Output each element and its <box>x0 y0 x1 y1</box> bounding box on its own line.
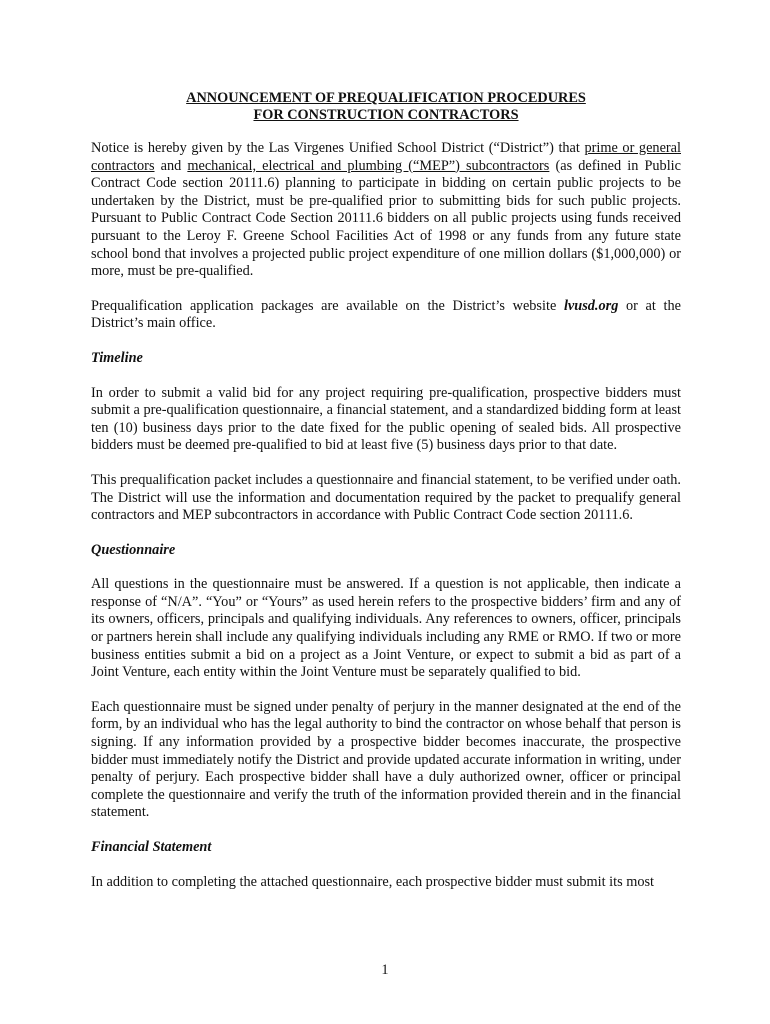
spacer <box>91 682 681 699</box>
timeline-heading: Timeline <box>91 349 143 366</box>
spacer <box>91 857 681 874</box>
intro-text-b: and <box>154 157 188 174</box>
financial-statement-heading: Financial Statement <box>91 839 212 855</box>
mep-subcontractors-underlined: mechanical, electrical and plumbing (“MEP”) subcontractors <box>187 157 550 174</box>
document-page <box>91 90 681 891</box>
spacer <box>91 368 681 385</box>
page-number: 1 <box>381 962 389 978</box>
availability-text-b: or at the District’s main office. <box>91 297 681 332</box>
availability-text-a: Prequalification application packages are available on the District’s website <box>91 297 564 314</box>
questionnaire-paragraph-2: Each questionnaire must be signed under penalty of perjury in the manner designated at the end of the form, by an individual who has the legal authority to bind the contractor on whose behalf that person is signing. If any information provided by a prospective bidder becomes inaccurate, the prospective bidder must immediately notify the District and provide updated accurate information in writing, under penalty of perjury. Each prospective bidder shall have a duly authorized owner, officer or principal complete the questionnaire and verify the truth of the information provided therein and in the financial statement. <box>91 698 681 821</box>
spacer <box>91 281 681 298</box>
website-link[interactable]: lvusd.org <box>563 297 619 314</box>
spacer <box>91 822 681 839</box>
availability-paragraph <box>91 298 681 333</box>
document-title-line2: FOR CONSTRUCTION CONTRACTORS <box>253 106 519 123</box>
questionnaire-paragraph-1: All questions in the questionnaire must be answered. If a question is not applicable, then indicate a response of “N/A”. “You” or “Yours” as used herein refers to the prospective bidders’ firm and any of its owners, officers, principals and qualifying individuals. Any references to owners, officer, principals or partners herein shall include any qualifying individuals including any RME or RMO. If two or more business entities submit a bid on a project as a Joint Venture, or expect to submit a bid as part of a Joint Venture, each entity within the Joint Venture must be separately qualified to bid. <box>91 576 681 681</box>
document-title-line1: ANNOUNCEMENT OF PREQUALIFICATION PROCEDURES <box>186 90 586 106</box>
prime-contractors-underlined: prime or general contractors <box>91 140 681 174</box>
spacer <box>91 559 681 576</box>
questionnaire-heading: Questionnaire <box>91 541 176 558</box>
timeline-paragraph-2: This prequalification packet includes a questionnaire and financial statement, to be verified under oath. The District will use the information and documentation required by the packet to prequalify general contractors and MEP subcontractors in accordance with Public Contract Code section 20111.6. <box>91 471 681 524</box>
financial-statement-paragraph: In addition to completing the attached questionnaire, each prospective bidder must submit its most <box>91 873 655 890</box>
spacer <box>91 455 681 472</box>
spacer <box>91 123 681 140</box>
spacer <box>91 333 681 350</box>
spacer <box>91 525 681 542</box>
timeline-paragraph-1: In order to submit a valid bid for any project requiring pre-qualification, prospective bidders must submit a pre-qualification questionnaire, a financial statement, and a standardized bidding form at least ten (10) business days prior to the date fixed for the public opening of sealed bids. All prospective bidders must be deemed pre-qualified to bid at least five (5) business days prior to that date. <box>91 384 681 454</box>
intro-text-c: (as defined in Public Contract Code section 20111.6) planning to participate in bidding on certain public projects to be undertaken by the District, must be pre-qualified prior to submitting bids for such public projects. Pursuant to Public Contract Code Section 20111.6 bidders on all public projects using funds received pursuant to the Leroy F. Greene School Facilities Act of 1998 or any funds from any future state school bond that involves a projected public project expenditure of one million dollars ($1,000,000) or more, must be pre-qualified. <box>91 157 681 280</box>
intro-text-a: Notice is hereby given by the Las Virgenes Unified School District (“District”) that <box>91 140 585 156</box>
intro-paragraph <box>91 140 681 281</box>
